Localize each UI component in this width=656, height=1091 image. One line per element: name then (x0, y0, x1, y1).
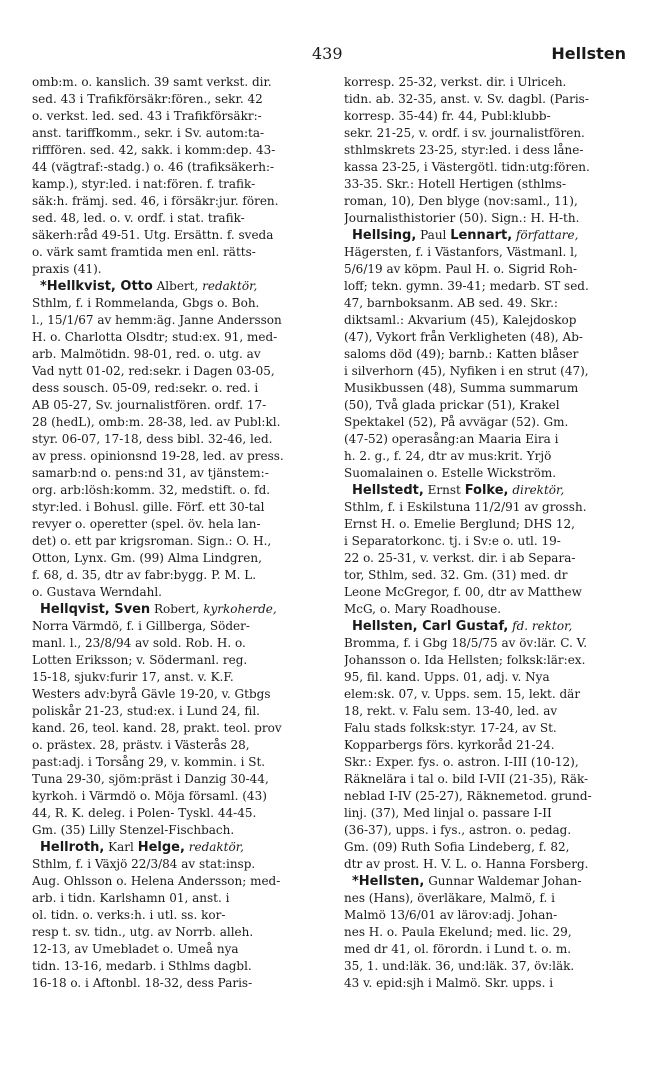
text-line: revyer o. operetter (spel. öv. hela lan- (32, 517, 261, 531)
text-line: 95, fil. kand. Upps. 01, adj. v. Nya (344, 670, 550, 684)
text-line: org. arb:lösh:komm. 32, medstift. o. fd. (32, 483, 271, 497)
text-line: sthlmskrets 23-25, styr:led. i dess låne- (344, 143, 584, 157)
text-line: 43 v. epid:sjh i Malmö. Skr. upps. i (344, 976, 554, 990)
text-line: H. o. Charlotta Olsdtr; stud:ex. 91, med- (32, 330, 278, 344)
text-line: (50), Två glada prickar (51), Krakel (344, 398, 560, 412)
left-column (32, 74, 310, 992)
text-line: Gm. (09) Ruth Sofia Lindeberg, f. 82, (344, 840, 570, 854)
entry-given-names: Ernst (423, 483, 465, 497)
text-line: resp t. sv. tidn., utg. av Norrb. alleh. (32, 925, 254, 939)
text-line: av press. opinionsnd 19-28, led. av press. (32, 449, 284, 463)
text-line: linj. (37), Med linjal o. passare I-II (344, 806, 552, 820)
text-line: nes (Hans), överläkare, Malmö, f. i (344, 891, 556, 905)
text-line: l., 15/1/67 av hemm:äg. Janne Andersson (32, 313, 282, 327)
text-line: o. Gustava Werndahl. (32, 585, 162, 599)
text-line: tidn. 13-16, medarb. i Sthlms dagbl. (32, 959, 252, 973)
text-line: Journalisthistorier (50). Sign.: H. H-th. (344, 211, 580, 225)
text-line: (36-37), upps. i fys., astron. o. pedag. (344, 823, 572, 837)
biography-entry (344, 74, 622, 227)
entry-headword: *Hellkvist, Otto (40, 279, 153, 294)
text-line: Sthlm, f. i Eskilstuna 11/2/91 av grossh. (344, 500, 587, 514)
text-line: tidn. ab. 32-35, anst. v. Sv. dagbl. (Paris- (344, 92, 589, 106)
text-line: Sthlm, f. i Växjö 22/3/84 av stat:insp. (32, 857, 256, 871)
text-line: Gm. (35) Lilly Stenzel-Fischbach. (32, 823, 235, 837)
entry-given-names: Robert, (150, 602, 204, 616)
text-line: 16-18 o. i Aftonbl. 18-32, dess Paris- (32, 976, 253, 990)
text-line: praxis (41). (32, 262, 102, 276)
text-line: anst. tariffkomm., sekr. i Sv. autom:ta- (32, 126, 265, 140)
text-line: 33-35. Skr.: Hotell Hertigen (sthlms- (344, 177, 567, 191)
text-line: samarb:nd o. pens:nd 31, av tjänstem:- (32, 466, 269, 480)
entry-headword: *Hellsten, (352, 874, 425, 889)
text-line: 12-13, av Umebladet o. Umeå nya (32, 942, 239, 956)
entry-headword: Hellroth, (40, 840, 105, 855)
right-column (344, 74, 622, 992)
text-line: saloms död (49); barnb.: Katten blåser (344, 347, 579, 361)
text-line: Bromma, f. i Gbg 18/5/75 av öv:lär. C. V. (344, 636, 588, 650)
text-line: med dr 41, ol. förordn. i Lund t. o. m. (344, 942, 572, 956)
biography-entry (344, 618, 622, 873)
text-line: Suomalainen o. Estelle Wickström. (344, 466, 557, 480)
entry-occupation: redaktör, (188, 840, 244, 854)
text-line: 47, barnboksanm. AB sed. 49. Skr.: (344, 296, 558, 310)
text-line: Räknelära i tal o. bild I-VII (21-35), Räk- (344, 772, 589, 786)
text-line: Westers adv:byrå Gävle 19-20, v. Gtbgs (32, 687, 271, 701)
text-line: 28 (hedL), omb:m. 28-38, led. av Publ:kl. (32, 415, 281, 429)
entry-call-name: Folke, (464, 483, 509, 498)
text-line: tor, Sthlm, sed. 32. Gm. (31) med. dr (344, 568, 568, 582)
text-line: sekr. 21-25, v. ordf. i sv. journalistfören. (344, 126, 585, 140)
text-line: (47), Vykort från Verkligheten (48), Ab- (344, 330, 583, 344)
text-line: korresp. 35-44) fr. 44, Publ:klubb- (344, 109, 551, 123)
text-line: 18, rekt. v. Falu sem. 13-40, led. av (344, 704, 558, 718)
entry-call-name: Helge, (137, 840, 185, 855)
biography-entry (32, 278, 310, 601)
text-line: Leone McGregor, f. 00, dtr av Matthew (344, 585, 582, 599)
page-header (0, 44, 656, 68)
biography-entry (344, 227, 622, 482)
biography-entry (344, 873, 622, 992)
text-line: arb. Malmötidn. 98-01, red. o. utg. av (32, 347, 261, 361)
text-line: omb:m. o. kanslich. 39 samt verkst. dir. (32, 75, 272, 89)
text-line: Musikbussen (48), Summa summarum (344, 381, 579, 395)
entry-call-name: Lennart, (450, 228, 513, 243)
text-line: elem:sk. 07, v. Upps. sem. 15, lekt. där (344, 687, 581, 701)
text-line: dtr av prost. H. V. L. o. Hanna Forsberg. (344, 857, 589, 871)
text-line: Malmö 13/6/01 av lärov:adj. Johan- (344, 908, 558, 922)
text-line: Falu stads folksk:styr. 17-24, av St. (344, 721, 557, 735)
entry-occupation: redaktör, (202, 279, 258, 293)
text-line: kamp.), styr:led. i nat:fören. f. trafik- (32, 177, 256, 191)
text-line: styr:led. i Bohusl. gille. Förf. ett 30-tal (32, 500, 265, 514)
text-line: diktsaml.: Akvarium (45), Kalejdoskop (344, 313, 577, 327)
text-line: styr. 06-07, 17-18, dess bibl. 32-46, led. (32, 432, 273, 446)
text-line: 15-18, sjukv:furir 17, anst. v. K.F. (32, 670, 234, 684)
text-line: Aug. Ohlsson o. Helena Andersson; med- (32, 874, 281, 888)
text-line: Skr.: Exper. fys. o. astron. I-III (10-12), (344, 755, 579, 769)
entry-given-names: Gunnar Waldemar Johan- (424, 874, 582, 888)
text-line: loff; tekn. gymn. 39-41; medarb. ST sed. (344, 279, 589, 293)
text-line: sed. 43 i Trafikförsäkr:fören., sekr. 42 (32, 92, 263, 106)
text-line: Otton, Lynx. Gm. (99) Alma Lindgren, (32, 551, 262, 565)
text-line: neblad I-IV (25-27), Räknemetod. grund- (344, 789, 592, 803)
text-line: Lotten Eriksson; v. Södermanl. reg. (32, 653, 248, 667)
text-line: Sthlm, f. i Rommelanda, Gbgs o. Boh. (32, 296, 260, 310)
text-line: o. värk samt framtida men enl. rätts- (32, 245, 256, 259)
text-line: arb. i tidn. Karlshamn 01, anst. i (32, 891, 230, 905)
entry-given-names: Karl (104, 840, 138, 854)
text-line: o. prästex. 28, prästv. i Västerås 28, (32, 738, 250, 752)
text-line: h. 2. g., f. 24, dtr av mus:krit. Yrjö (344, 449, 552, 463)
text-line: säkerh:råd 49-51. Utg. Ersättn. f. sveda (32, 228, 274, 242)
entry-headword: Hellqvist, Sven (40, 602, 151, 617)
text-line: past:adj. i Torsång 29, v. kommin. i St. (32, 755, 266, 769)
text-line: Spektakel (52), På avvägar (52). Gm. (344, 415, 569, 429)
text-line: 5/6/19 av köpm. Paul H. o. Sigrid Roh- (344, 262, 578, 276)
text-line: korresp. 25-32, verkst. dir. i Ulriceh. (344, 75, 567, 89)
entry-given-names: Paul (416, 228, 451, 242)
text-line: kassa 23-25, i Västergötl. tidn:utg:fören. (344, 160, 590, 174)
entry-headword: Hellsten, Carl Gustaf, (352, 619, 509, 634)
text-line: poliskår 21-23, stud:ex. i Lund 24, fil. (32, 704, 260, 718)
biography-entry (32, 74, 310, 278)
text-line: Norra Värmdö, f. i Gillberga, Söder- (32, 619, 250, 633)
text-line: kand. 26, teol. kand. 28, prakt. teol. prov (32, 721, 282, 735)
text-line: ol. tidn. o. verks:h. i utl. ss. kor- (32, 908, 226, 922)
biography-entry (32, 601, 310, 839)
text-line: dess sousch. 05-09, red:sekr. o. red. i (32, 381, 259, 395)
text-line: Kopparbergs förs. kyrkoråd 21-24. (344, 738, 555, 752)
text-line: AB 05-27, Sv. journalistfören. ordf. 17- (32, 398, 267, 412)
text-line: 35, 1. und:läk. 36, und:läk. 37, öv:läk. (344, 959, 575, 973)
text-line: manl. l., 23/8/94 av sold. Rob. H. o. (32, 636, 246, 650)
biography-entry (344, 482, 622, 618)
text-line: McG, o. Mary Roadhouse. (344, 602, 502, 616)
text-line: rifffören. sed. 42, sakk. i komm:dep. 43- (32, 143, 276, 157)
text-line: roman, 10), Den blyge (nov:saml., 11), (344, 194, 578, 208)
text-line: sed. 48, led. o. v. ordf. i stat. trafik- (32, 211, 245, 225)
text-line: Tuna 29-30, sjöm:präst i Danzig 30-44, (32, 772, 269, 786)
page-number: 439 (312, 44, 343, 63)
text-line: i Separatorkonc. tj. i Sv:e o. utl. 19- (344, 534, 561, 548)
entry-given-names: Albert, (152, 279, 203, 293)
text-line: nes H. o. Paula Ekelund; med. lic. 29, (344, 925, 572, 939)
entry-occupation: författare, (515, 228, 579, 242)
text-line: 44 (vägtraf:-stadg.) o. 46 (trafiksäkerh:- (32, 160, 275, 174)
entry-occupation: kyrkoherde, (203, 602, 277, 616)
running-head: Hellsten (551, 44, 626, 63)
text-line: Ernst H. o. Emelie Berglund; DHS 12, (344, 517, 575, 531)
entry-occupation: fd. rektor, (512, 619, 573, 633)
entry-headword: Hellstedt, (352, 483, 424, 498)
text-line: Hägersten, f. i Västanfors, Västmanl. l, (344, 245, 578, 259)
text-line: säk:h. främj. sed. 46, i försäkr:jur. fören. (32, 194, 279, 208)
text-line: o. verkst. led. sed. 43 i Trafikförsäkr:- (32, 109, 262, 123)
text-line: kyrkoh. i Värmdö o. Möja församl. (43) (32, 789, 267, 803)
text-line: (47-52) operasång:an Maaria Eira i (344, 432, 559, 446)
text-line: 22 o. 25-31, v. verkst. dir. i ab Separa- (344, 551, 576, 565)
entry-headword: Hellsing, (352, 228, 417, 243)
entry-occupation: direktör, (512, 483, 565, 497)
text-line: f. 68, d. 35, dtr av fabr:bygg. P. M. L. (32, 568, 257, 582)
text-line: det) o. ett par krigsroman. Sign.: O. H., (32, 534, 272, 548)
text-line: Johansson o. Ida Hellsten; folksk:lär:ex. (344, 653, 586, 667)
biography-entry (32, 839, 310, 992)
text-line: i silverhorn (45), Nyfiken i en strut (47), (344, 364, 589, 378)
text-line: Vad nytt 01-02, red:sekr. i Dagen 03-05, (32, 364, 275, 378)
text-line: 44, R. K. deleg. i Polen- Tyskl. 44-45. (32, 806, 257, 820)
